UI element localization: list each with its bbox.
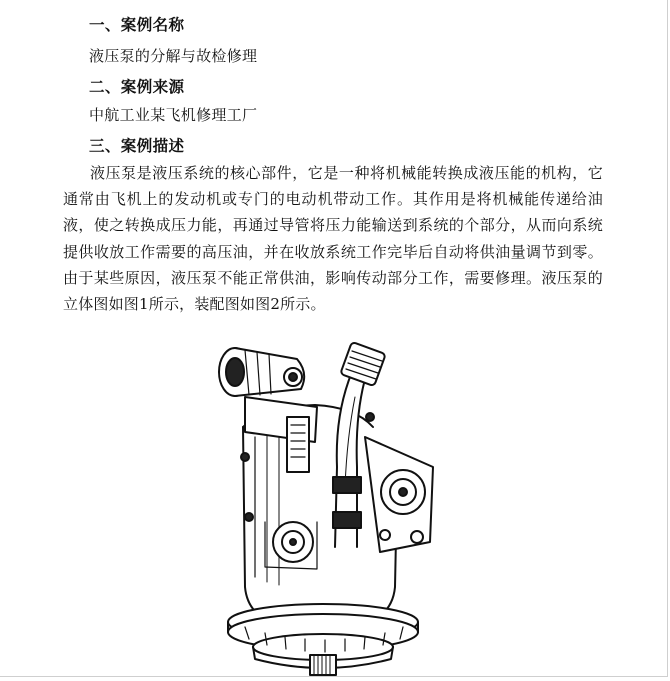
section-heading-description: 三、案例描述 bbox=[89, 136, 185, 155]
case-description-paragraph: 液压泵是液压系统的核心部件，它是一种将机械能转换成液压能的机构，它通常由飞机上的发动机或专门的电动机带动工作。其作用是将机械能传递给油液，使之转换成压力能，再通过导管将压力能输送到系统的个部分，从而向系统提供收放工作需要的高压油，并在收放系统工作完毕后自动将供油量调节到零。由于某些原因，液压泵不能正常供油，影响传动部分工作，需要修理。液压泵的立体图如图1所示，装配图如图2所示。 bbox=[63, 164, 603, 314]
case-source-text: 中航工业某飞机修理工厂 bbox=[89, 106, 258, 124]
hydraulic-pump-illustration bbox=[205, 337, 455, 677]
case-name-text: 液压泵的分解与故检修理 bbox=[89, 47, 258, 65]
section-heading-source: 二、案例来源 bbox=[89, 77, 185, 96]
hydraulic-pump-drawing-icon bbox=[205, 337, 455, 677]
section-heading-name: 一、案例名称 bbox=[89, 15, 185, 34]
